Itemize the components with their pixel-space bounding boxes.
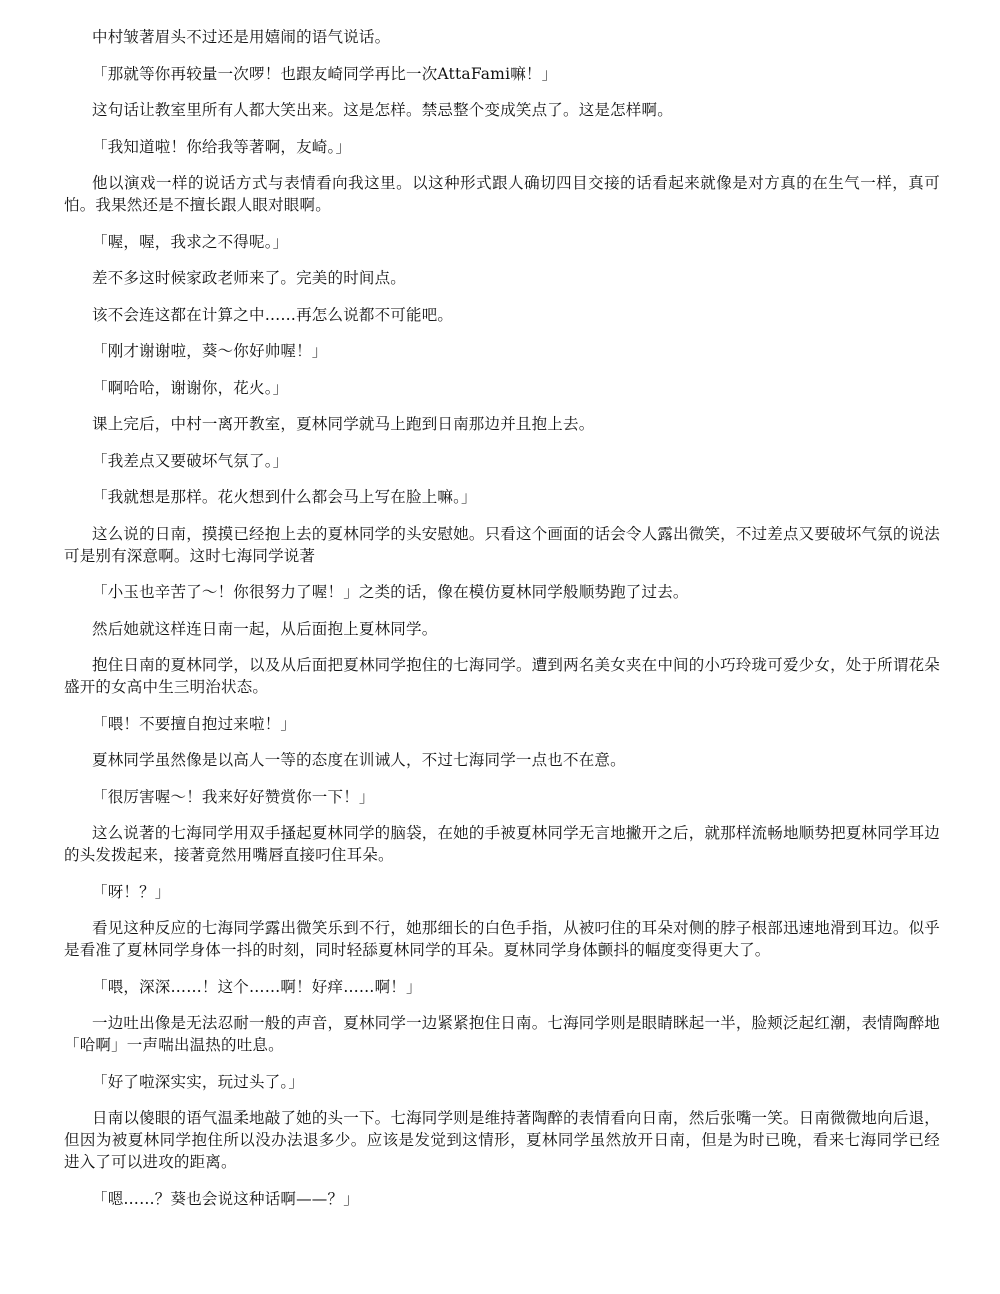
paragraph: 「啊哈哈，谢谢你，花火。」: [92, 378, 289, 397]
paragraph: 中村皱著眉头不过还是用嬉闹的语气说话。: [92, 28, 391, 46]
paragraph: 「喂！不要擅自抱过来啦！」: [92, 714, 297, 733]
paragraph: 看见这种反应的七海同学露出微笑乐到不行，她那细长的白色手指，从被叼住的耳朵对侧的脖子根部迅速地滑到耳边。似乎是看准了夏林同学身体一抖的时刻，同时轻舔夏林同学的耳朵。夏林同学身体颤抖的幅度变得更大了。: [64, 919, 940, 959]
paragraph: 抱住日南的夏林同学，以及从后面把夏林同学抱住的七海同学。遭到两名美女夹在中间的小巧玲珑可爱少女，处于所谓花朵盛开的女高中生三明治状态。: [64, 656, 940, 696]
paragraph: 「喂，深深……！这个……啊！好痒……啊！」: [92, 977, 422, 996]
paragraph: 该不会连这都在计算之中……再怎么说都不可能吧。: [92, 305, 454, 324]
paragraph: 这么说的日南，摸摸已经抱上去的夏林同学的头安慰她。只看这个画面的话会令人露出微笑，不过差点又要破坏气氛的说法可是别有深意啊。这时七海同学说著: [64, 524, 940, 565]
paragraph: 日南以傻眼的语气温柔地敲了她的头一下。七海同学则是维持著陶醉的表情看向日南，然后张嘴一笑。日南微微地向后退，但因为被夏林同学抱住所以没办法退多少。应该是发觉到这情形，夏林同学虽然放开日南，但是为时已晚，看来七海同学已经进入了可以进攻的距离。: [64, 1109, 940, 1171]
paragraph: 「我就想是那样。花火想到什么都会马上写在脸上嘛。」: [92, 488, 477, 506]
paragraph: 差不多这时候家政老师来了。完美的时间点。: [92, 269, 407, 287]
paragraph: 这句话让教室里所有人都大笑出来。这是怎样。禁忌整个变成笑点了。这是怎样啊。: [92, 101, 673, 119]
paragraph: 「喔，喔，我求之不得呢。」: [92, 232, 289, 251]
paragraph: 「那就等你再较量一次啰！也跟友崎同学再比一次AttaFami嘛！」: [92, 64, 558, 83]
paragraph: 他以演戏一样的说话方式与表情看向我这里。以这种形式跟人确切四目交接的话看起来就像是对方真的在生气一样，真可怕。我果然还是不擅长跟人眼对眼啊。: [64, 174, 940, 214]
paragraph: 一边吐出像是无法忍耐一般的声音，夏林同学一边紧紧抱住日南。七海同学则是眼睛眯起一半，脸颊泛起红潮，表情陶醉地「哈啊」一声喘出温热的吐息。: [64, 1014, 940, 1054]
paragraph: 「好了啦深实实，玩过头了。」: [92, 1072, 305, 1091]
paragraph: 课上完后，中村一离开教室，夏林同学就马上跑到日南那边并且抱上去。: [92, 415, 595, 433]
paragraph: 「嗯……？葵也会说这种话啊——？」: [92, 1189, 359, 1208]
paragraph: 这么说著的七海同学用双手搔起夏林同学的脑袋，在她的手被夏林同学无言地撇开之后，就那样流畅地顺势把夏林同学耳边的头发拨起来，接著竟然用嘴唇直接叼住耳朵。: [64, 824, 940, 864]
paragraph: 「呀！？」: [92, 882, 171, 901]
paragraph: 夏林同学虽然像是以高人一等的态度在训诫人，不过七海同学一点也不在意。: [92, 751, 626, 769]
paragraph: 「刚才谢谢啦，葵～你好帅喔！」: [92, 342, 328, 360]
paragraph: 「小玉也辛苦了～！你很努力了喔！」之类的话，像在模仿夏林同学般顺势跑了过去。: [92, 583, 689, 601]
paragraph: 「我差点又要破坏气氛了。」: [92, 451, 289, 470]
paragraph: 「很厉害喔～！我来好好赞赏你一下！」: [92, 787, 375, 806]
paragraph: 「我知道啦！你给我等著啊，友崎。」: [92, 137, 352, 156]
paragraph: 然后她就这样连日南一起，从后面抱上夏林同学。: [92, 619, 438, 638]
